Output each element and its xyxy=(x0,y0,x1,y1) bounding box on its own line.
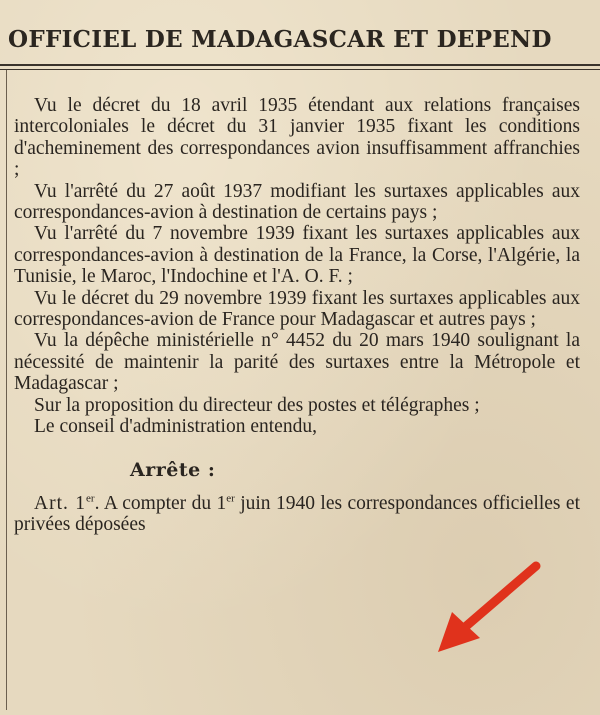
paragraph-vu-arrete-1939: Vu l'arrêté du 7 novembre 1939 fixant les surtaxes applicables aux correspondances-avion à destination de la France, la Corse, l'Algérie, la Tunisie, le Maroc, l'Indochine et l'A. O. F. ; xyxy=(14,223,580,288)
article-text-end: juin 1940 les correspondances officielles et privées déposées xyxy=(14,492,580,536)
paragraph-vu-depeche-1940: Vu la dépêche ministérielle n° 4452 du 20 mars 1940 soulignant la nécessité de maintenir la parité des surtaxes entre la Métropole et Madagascar ; xyxy=(14,330,580,395)
paragraph-sur-proposition: Sur la proposition du directeur des postes et télégraphes ; xyxy=(34,394,480,416)
decree-body xyxy=(14,95,580,536)
page-header-title: OFFICIEL DE MADAGASCAR ET DEPEND xyxy=(8,26,552,53)
article-label-superscript: er xyxy=(86,492,95,505)
paragraph-vu-arrete-1937: Vu l'arrêté du 27 août 1937 modifiant les surtaxes applicables aux correspondances-avion à destination de certains pays ; xyxy=(14,180,580,224)
paragraph-vu-decret-1935: Vu le décret du 18 avril 1935 étendant aux relations françaises intercoloniales le décret du 31 janvier 1935 fixant les conditions d'acheminement des correspondances avion insuffisamment affranchies ; xyxy=(14,95,580,181)
header-rule-thick xyxy=(0,64,600,66)
article-date-superscript: er xyxy=(226,492,235,505)
article-label: Art. 1 xyxy=(34,492,87,514)
section-heading-arrete: Arrête : xyxy=(130,458,216,481)
column-divider xyxy=(6,70,7,710)
header-rule-thin xyxy=(0,69,600,70)
article-1-paragraph xyxy=(14,493,580,536)
paragraph-vu-decret-1939: Vu le décret du 29 novembre 1939 fixant les surtaxes applicables aux correspondances-avion de France pour Madagascar et autres pays ; xyxy=(14,287,580,331)
arrow-shaft xyxy=(464,566,536,628)
red-arrow-annotation-icon xyxy=(430,560,545,660)
article-text-start: . A compter du 1 xyxy=(94,492,227,514)
paragraph-conseil: Le conseil d'administration entendu, xyxy=(34,416,317,438)
